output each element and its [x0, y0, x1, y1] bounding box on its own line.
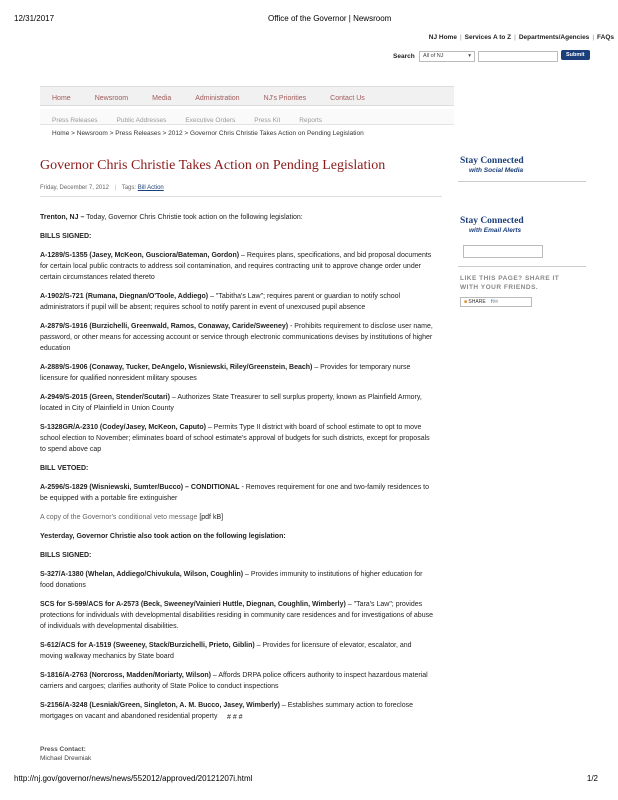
search-submit-button[interactable]: Submit: [561, 50, 590, 60]
divider: [40, 196, 442, 197]
nav-contact[interactable]: Contact Us: [330, 95, 365, 102]
toplink-services[interactable]: Services A to Z: [464, 34, 512, 41]
bill-item: A-2949/S-2015 (Green, Stender/Scutari) – Authorizes State Treasurer to sell surplus property, known as Plainfield Armory, located in City of Plainfield in Union County: [40, 394, 422, 412]
signed-heading: BILLS SIGNED:: [40, 233, 92, 240]
subnav-public-addresses[interactable]: Public Addresses: [116, 117, 167, 124]
bill-item: A-2889/S-1906 (Conaway, Tucker, DeAngelo, Wisniewski, Riley/Greenstein, Beach) – Provides for temporary nurse licensure for qualified nonresident military spouses: [40, 364, 411, 382]
toplink-departments[interactable]: Departments/Agencies: [518, 34, 590, 41]
print-url: http://nj.gov/governor/news/news/552012/approved/20121207i.html: [14, 774, 253, 783]
main-nav: [40, 86, 454, 106]
toplink-faqs[interactable]: FAQs: [597, 34, 614, 41]
nav-newsroom[interactable]: Newsroom: [94, 95, 129, 102]
search-label: Search: [393, 53, 415, 60]
bill-item: A-2879/S-1916 (Burzichelli, Greenwald, Ramos, Conaway, Caride/Sweeney) - Prohibits requirement to disclose user name, password, or other means for accessing account or service through electronic communications devises by institutions of higher education: [40, 323, 433, 352]
email-input[interactable]: [463, 245, 543, 258]
nav-media[interactable]: Media: [152, 95, 172, 102]
bill-item: S-2156/A-3248 (Lesniak/Green, Singleton, A. M. Bucco, Jasey, Wimberly) – Establishes summary action to foreclose mortgages on vacant and abandoned residential property: [40, 702, 414, 720]
social-heading[interactable]: Stay Connected: [460, 156, 524, 166]
print-page-number: 1/2: [586, 774, 598, 783]
bill-item: A-1289/S-1355 (Jasey, McKeon, Gusciora/Bateman, Gordon) – Requires plans, specifications, and bid proposal documents for certain local public contracts to address soil contamination, and requires contracting unit to approve change order under certain circumstances related thereto: [40, 252, 432, 281]
subnav-executive-orders[interactable]: Executive Orders: [185, 117, 236, 124]
press-contact-heading: Press Contact:: [40, 746, 86, 753]
article-date: Friday, December 7, 2012: [40, 185, 109, 191]
email-icon: ✉: [493, 299, 499, 305]
breadcrumb[interactable]: Home > Newsroom > Press Releases > 2012 > Governor Chris Christie Takes Action on Pending Legislation: [52, 130, 364, 137]
vetoed-item: A-2596/S-1829 (Wisniewski, Sumter/Bucco) – CONDITIONAL - Removes requirement for one and two-family residences to be equipped with a portable fire extinguisher: [40, 484, 429, 502]
veto-pdf-size: [pdf kB]: [197, 514, 224, 521]
tag-link[interactable]: Bill Action: [137, 185, 164, 191]
sidebar-divider: [458, 266, 586, 267]
bill-item: A-1902/S-721 (Rumana, Diegnan/O'Toole, Addiego) – "Tabitha's Law"; requires parent or guardian to notify school administrators if pupil will be absent; requires school to notify parent in event of unexcused pupil absence: [40, 293, 401, 311]
nav-priorities[interactable]: NJ's Priorities: [263, 95, 307, 102]
share-icon: ■: [464, 299, 468, 305]
share-prompt: LIKE THIS PAGE? SHARE IT WITH YOUR FRIENDS.: [460, 275, 560, 291]
page-title: Governor Chris Christie Takes Action on Pending Legislation: [40, 158, 386, 173]
share-label: SHARE: [468, 299, 486, 305]
sidebar-divider: [458, 181, 586, 182]
tags-label: Tags:: [121, 185, 137, 191]
end-mark: # # #: [227, 714, 243, 721]
subnav-reports[interactable]: Reports: [299, 117, 323, 124]
bill-item: S-327/A-1380 (Whelan, Addiego/Chivukula, Wilson, Coughlin) – Provides immunity to institutions of higher education for food donations: [40, 571, 423, 589]
bill-item: SCS for S-599/ACS for A-2573 (Beck, Sweeney/Vainieri Huttle, Diegnan, Coughlin, Wimberly) – "Tara's Law"; provides protections for individuals with developmental disabilities residing in community care residences and for investigations of abuse of individuals with developmental disabilities.: [40, 601, 433, 630]
search-input[interactable]: [478, 51, 558, 62]
veto-message-link[interactable]: A copy of the Governor's conditional veto message: [40, 514, 198, 521]
article-body: [40, 212, 436, 730]
nav-administration[interactable]: Administration: [195, 95, 240, 102]
intro-lead: Trenton, NJ –: [40, 214, 85, 221]
subnav-press-releases[interactable]: Press Releases: [52, 117, 98, 124]
bill-item: S-1328GR/A-2310 (Codey/Jasey, McKeon, Caputo) – Permits Type II district with board of school estimate to opt to move school election to November; eliminates board of school estimate's approval of budgets for such districts, except for proposals to spend above cap: [40, 424, 430, 453]
sub-nav: [40, 109, 454, 125]
subnav-press-kit[interactable]: Press Kit: [254, 117, 281, 124]
email-heading[interactable]: Stay Connected: [460, 216, 524, 226]
search-scope-select[interactable]: [419, 51, 475, 62]
signed-heading-2: BILLS SIGNED:: [40, 552, 92, 559]
twitter-icon: t: [492, 299, 494, 305]
share-button[interactable]: [460, 297, 532, 307]
print-title: Office of the Governor | Newsroom: [268, 14, 392, 23]
vetoed-heading: BILL VETOED:: [40, 465, 89, 472]
search-scope-value: All of NJ: [423, 53, 444, 59]
nav-home[interactable]: Home: [52, 95, 71, 102]
social-icons: f: [491, 299, 493, 305]
press-contact-name: Michael Drewniak: [40, 755, 92, 762]
email-subheading[interactable]: with Email Alerts: [469, 227, 522, 234]
bill-item: S-1816/A-2763 (Norcross, Madden/Moriarty, Wilson) – Affords DRPA police officers authority to inspect hazardous material carriers and cargoes; clarifies authority of State Police to conduct inspections: [40, 672, 428, 690]
yesterday-line: Yesterday, Governor Christie also took action on the following legislation:: [40, 533, 286, 540]
social-subheading[interactable]: with Social Media: [469, 167, 524, 174]
top-links: NJ Home | Services A to Z | Departments/Agencies | FAQs: [428, 34, 614, 41]
print-date: 12/31/2017: [14, 14, 55, 23]
intro-text: Today, Governor Chris Christie took action on the following legislation:: [84, 214, 303, 221]
toplink-nj-home[interactable]: NJ Home: [428, 34, 457, 41]
article-meta: Friday, December 7, 2012 | Tags: Bill Action: [40, 185, 164, 191]
chevron-down-icon: ▾: [468, 53, 471, 59]
bill-item: S-612/ACS for A-1519 (Sweeney, Stack/Burzichelli, Prieto, Giblin) – Provides for licensure of elevator, escalator, and moving walkway mechanics by State board: [40, 642, 412, 660]
